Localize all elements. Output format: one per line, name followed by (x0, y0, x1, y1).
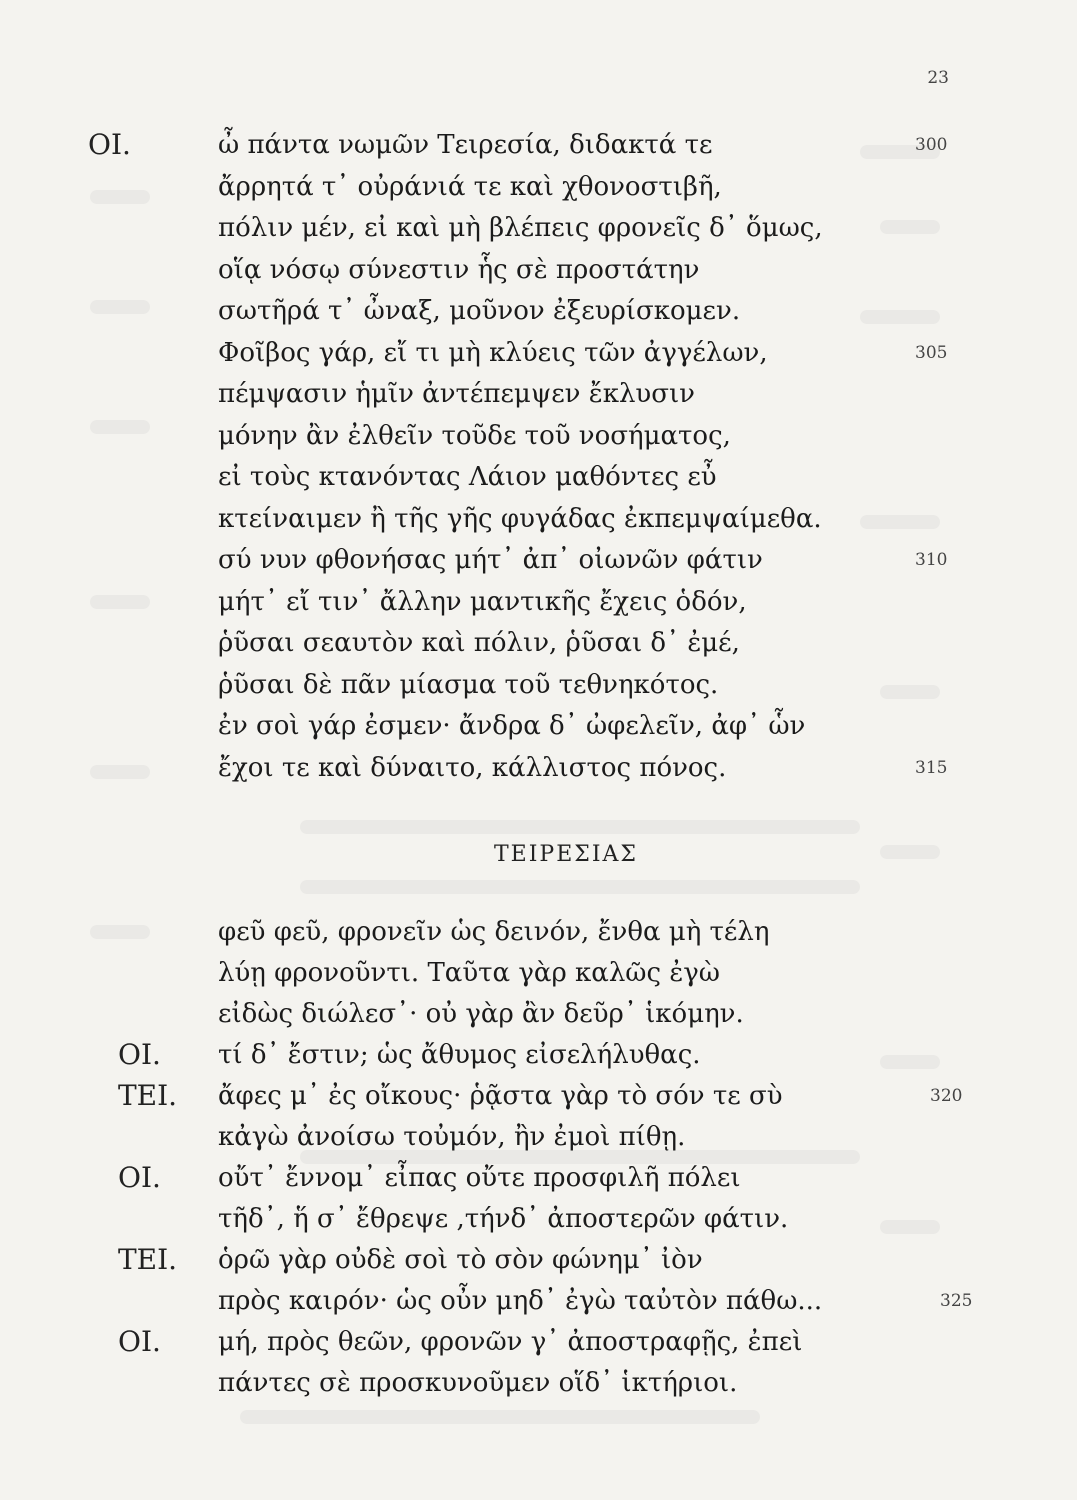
verse-text: ἔχοι τε καὶ δύναιτο, κάλλιστος πόνος. (218, 752, 727, 783)
line-number: 300 (915, 135, 948, 155)
verse-line (0, 208, 1077, 248)
verse-text: σύ νυν φθονήσας μήτ᾽ ἀπ᾽ οἰωνῶν φάτιν (218, 545, 763, 575)
verse-text: πρὸς καιρόν· ὡς οὖν μηδ᾽ ἐγὼ ταὐτὸν πάθω... (218, 1286, 823, 1316)
verse-text: οἵᾳ νόσῳ σύνεστιν ἧς σὲ προστάτην (218, 254, 700, 285)
speaker-label: ΟΙ. (118, 1161, 161, 1194)
verse-text: μόνην ἂν ἐλθεῖν τοῦδε τοῦ νοσήματος, (218, 420, 731, 451)
verse-text: ἐν σοὶ γάρ ἐσμεν· ἄνδρα δ᾽ ὠφελεῖν, ἀφ᾽ ὧν (218, 711, 806, 741)
verse-line (0, 665, 1077, 705)
verse-line (0, 125, 1077, 165)
verse-line (0, 1158, 1077, 1198)
verse-text: μή, πρὸς θεῶν, φρονῶν γ᾽ ἀποστραφῇς, ἐπεὶ (218, 1327, 803, 1357)
line-number: 305 (915, 342, 948, 363)
verse-line (0, 1363, 1077, 1403)
page-number: 23 (927, 68, 949, 88)
verse-text: σωτῆρά τ᾽ ὦναξ, μοῦνον ἐξευρίσκομεν. (218, 296, 741, 326)
verse-text: μήτ᾽ εἴ τιν᾽ ἄλλην μαντικῆς ἔχεις ὁδόν, (218, 586, 747, 617)
verse-line (0, 457, 1077, 497)
verse-text: κἀγὼ ἀνοίσω τοὐμόν, ἢν ἐμοὶ πίθῃ. (218, 1122, 686, 1152)
verse-text: λύῃ φρονοῦντι. Ταῦτα γὰρ καλῶς ἐγὼ (218, 958, 721, 988)
verse-text: πάντες σὲ προσκυνοῦμεν οἵδ᾽ ἱκτήριοι. (218, 1368, 738, 1398)
line-number: 320 (930, 1086, 963, 1106)
line-number: 310 (915, 550, 948, 570)
verse-line (0, 499, 1077, 539)
verse-line (0, 953, 1077, 993)
verse-line (0, 540, 1077, 580)
verse-line (0, 706, 1077, 746)
verse-text: Φοῖβος γάρ, εἴ τι μὴ κλύεις τῶν ἀγγέλων, (218, 337, 768, 368)
verse-line (0, 333, 1077, 373)
verse-text: τί δ᾽ ἔστιν; ὡς ἄθυμος εἰσελήλυθας. (218, 1040, 701, 1070)
verse-text: ὁρῶ γὰρ οὐδὲ σοὶ τὸ σὸν φώνημ᾽ ἰὸν (218, 1245, 703, 1275)
verse-text: εἰ τοὺς κτανόντας Λάιον μαθόντες εὖ (218, 462, 717, 492)
speaker-label: ΤΕΙ. (118, 1243, 178, 1276)
verse-line (0, 250, 1077, 290)
verse-line (0, 167, 1077, 207)
verse-text: ἄρρητά τ᾽ οὐράνιά τε καὶ χθονοστιβῆ, (218, 171, 722, 202)
verse-text: ἄφες μ᾽ ἐς οἴκους· ῥᾷστα γὰρ τὸ σόν τε σὺ (218, 1081, 783, 1111)
verse-line (0, 1035, 1077, 1075)
verse-line (0, 1281, 1077, 1321)
verse-text: πόλιν μέν, εἰ καὶ μὴ βλέπεις φρονεῖς δ᾽ ὅμως, (218, 213, 823, 243)
verse-line (0, 912, 1077, 952)
verse-line (0, 1199, 1077, 1239)
verse-text: ῥῦσαι σεαυτὸν καὶ πόλιν, ῥῦσαι δ᾽ ἐμέ, (218, 628, 740, 658)
verse-line (0, 748, 1077, 788)
speaker-heading (0, 842, 1077, 867)
speaker-label: ΟΙ. (88, 128, 131, 161)
verse-text: ῥῦσαι δὲ πᾶν μίασμα τοῦ τεθνηκότος. (218, 669, 719, 700)
heading-text: ΤΕΙΡΕΣΙΑΣ (494, 842, 638, 867)
verse-line (0, 291, 1077, 331)
verse-line (0, 1117, 1077, 1157)
verse-line (0, 1076, 1077, 1116)
speaker-label: ΤΕΙ. (118, 1079, 178, 1112)
line-number: 315 (915, 757, 948, 778)
verse-line (0, 623, 1077, 663)
verse-line (0, 582, 1077, 622)
verse-line (0, 1322, 1077, 1362)
speaker-label: ΟΙ. (118, 1325, 161, 1358)
verse-text: φεῦ φεῦ, φρονεῖν ὡς δεινόν, ἔνθα μὴ τέλη (218, 917, 770, 947)
verse-line (0, 1240, 1077, 1280)
verse-text: πέμψασιν ἡμῖν ἀντέπεμψεν ἔκλυσιν (218, 379, 695, 409)
verse-text: οὔτ᾽ ἔννομ᾽ εἶπας οὔτε προσφιλῆ πόλει (218, 1163, 741, 1193)
verse-line (0, 374, 1077, 414)
verse-text: κτείναιμεν ἢ τῆς γῆς φυγάδας ἐκπεμψαίμεθα. (218, 503, 822, 534)
line-number: 325 (940, 1291, 973, 1311)
verse-text: τῆδ᾽, ἥ σ᾽ ἔθρεψε ,τήνδ᾽ ἀποστερῶν φάτιν. (218, 1204, 789, 1234)
speaker-label: ΟΙ. (118, 1038, 161, 1071)
verse-line (0, 994, 1077, 1034)
verse-text: ὦ πάντα νωμῶν Τειρεσία, διδακτά τε (218, 130, 713, 160)
verse-text: εἰδὼς διώλεσ᾽· οὐ γὰρ ἂν δεῦρ᾽ ἱκόμην. (218, 999, 744, 1029)
verse-line (0, 416, 1077, 456)
